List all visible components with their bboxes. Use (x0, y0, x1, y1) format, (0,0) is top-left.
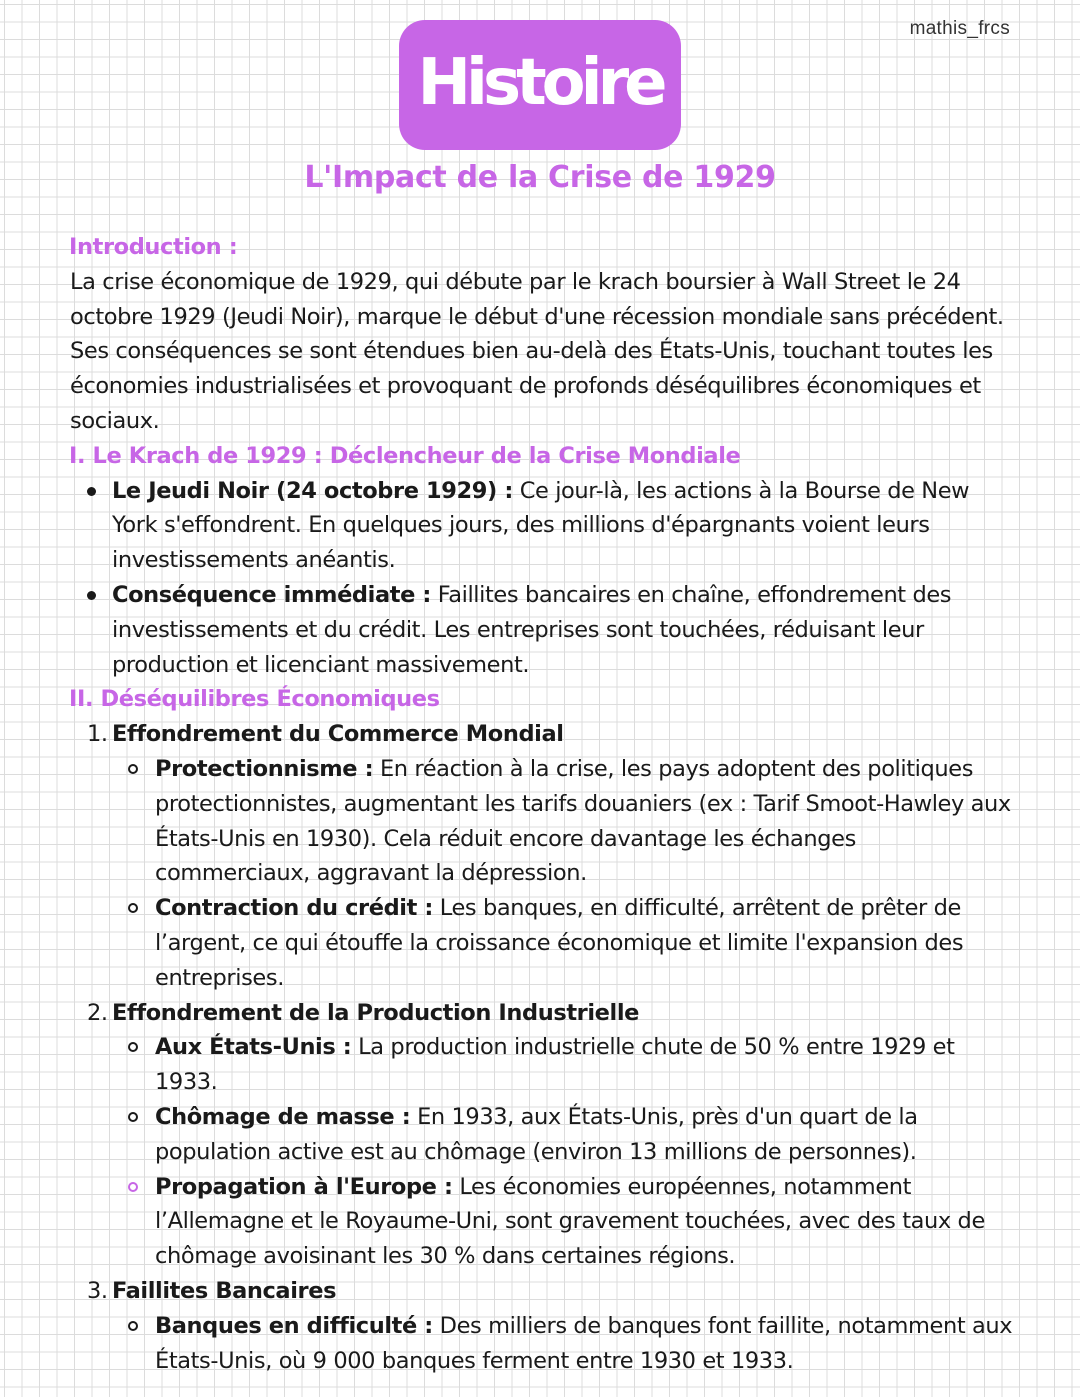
numbered-item-title: Effondrement de la Production Industrielle (112, 999, 640, 1026)
item-label: Chômage de masse : (155, 1103, 411, 1130)
numbered-item (70, 717, 1015, 752)
section-2-heading: II. Déséquilibres Économiques (69, 686, 440, 713)
document-body (70, 230, 1015, 1378)
list-item (70, 1309, 1015, 1379)
item-number: 1. (87, 721, 108, 748)
subject-badge (399, 20, 681, 150)
item-label: Propagation à l'Europe : (155, 1173, 453, 1200)
list-item (70, 1030, 1015, 1100)
list-item (70, 752, 1015, 891)
item-text: Faillites bancaires en chaîne, effondrement des investissements et du crédit. Les entreprises sont touchées, réduisant leur production et licenciant massivement. (112, 581, 952, 678)
circle-bullet-icon (128, 764, 138, 774)
bullet-icon (87, 487, 96, 496)
circle-bullet-icon (128, 903, 138, 913)
item-label: Aux États-Unis : (155, 1034, 352, 1061)
intro-paragraph: La crise économique de 1929, qui débute par le krach boursier à Wall Street le 24 octobre 1929 (Jeudi Noir), marque le début d'une récession mondiale sans précédent. Ses conséquences se sont étendues bien au-delà des États-Unis, touchant toutes les économies industrialisées et provoquant de profonds déséquilibres économiques et sociaux. (70, 268, 1004, 434)
item-label: Le Jeudi Noir (24 octobre 1929) : (112, 477, 513, 504)
intro-heading: Introduction : (69, 234, 238, 260)
list-item (70, 1170, 1015, 1274)
circle-bullet-icon (128, 1321, 138, 1331)
circle-bullet-icon (128, 1182, 138, 1192)
item-label: Protectionnisme : (155, 755, 374, 782)
item-number: 2. (87, 999, 108, 1026)
list-item (70, 474, 1015, 578)
numbered-item (70, 1274, 1015, 1309)
list-item (70, 1100, 1015, 1170)
list-item (70, 891, 1015, 995)
item-text: Les banques, en difficulté, arrêtent de prêter de l’argent, ce qui étouffe la croissance économique et limite l'expansion des entreprises. (155, 895, 964, 991)
circle-bullet-icon (128, 1042, 138, 1052)
section-1-heading: I. Le Krach de 1929 : Déclencheur de la Crise Mondiale (69, 442, 741, 469)
subject-badge-label: Histoire (417, 46, 663, 120)
section-2-list (70, 717, 1015, 1378)
author-handle: mathis_frcs (909, 18, 1010, 39)
item-text: Les économies européennes, notamment l’Allemagne et le Royaume-Uni, sont gravement touchées, avec des taux de chômage avoisinant les 30 % dans certaines régions. (155, 1173, 985, 1270)
numbered-item (70, 996, 1015, 1031)
item-number: 3. (87, 1277, 108, 1304)
item-label: Conséquence immédiate : (112, 581, 431, 608)
item-text: En 1933, aux États-Unis, près d'un quart de la population active est au chômage (environ 13 millions de personnes). (155, 1103, 918, 1165)
item-text: Ce jour-là, les actions à la Bourse de New York s'effondrent. En quelques jours, des millions d'épargnants voient leurs investissements anéantis. (112, 477, 970, 574)
item-text: Des milliers de banques font faillite, notamment aux États-Unis, où 9 000 banques ferment entre 1930 et 1933. (155, 1312, 1013, 1374)
numbered-item-title: Effondrement du Commerce Mondial (112, 721, 564, 748)
document-title: L'Impact de la Crise de 1929 (304, 160, 776, 195)
section-1-list (70, 474, 1015, 683)
numbered-item-title: Faillites Bancaires (112, 1277, 337, 1304)
bullet-icon (87, 591, 96, 600)
circle-bullet-icon (128, 1112, 138, 1122)
item-label: Banques en difficulté : (155, 1312, 433, 1339)
item-text: En réaction à la crise, les pays adoptent des politiques protectionnistes, augmentant les tarifs douaniers (ex : Tarif Smoot-Hawley aux États-Unis en 1930). Cela réduit encore davantage les échanges commerciaux, aggravant la dépression. (155, 755, 1011, 887)
item-text: La production industrielle chute de 50 % entre 1929 et 1933. (155, 1034, 955, 1096)
item-label: Contraction du crédit : (155, 895, 433, 922)
list-item (70, 578, 1015, 682)
